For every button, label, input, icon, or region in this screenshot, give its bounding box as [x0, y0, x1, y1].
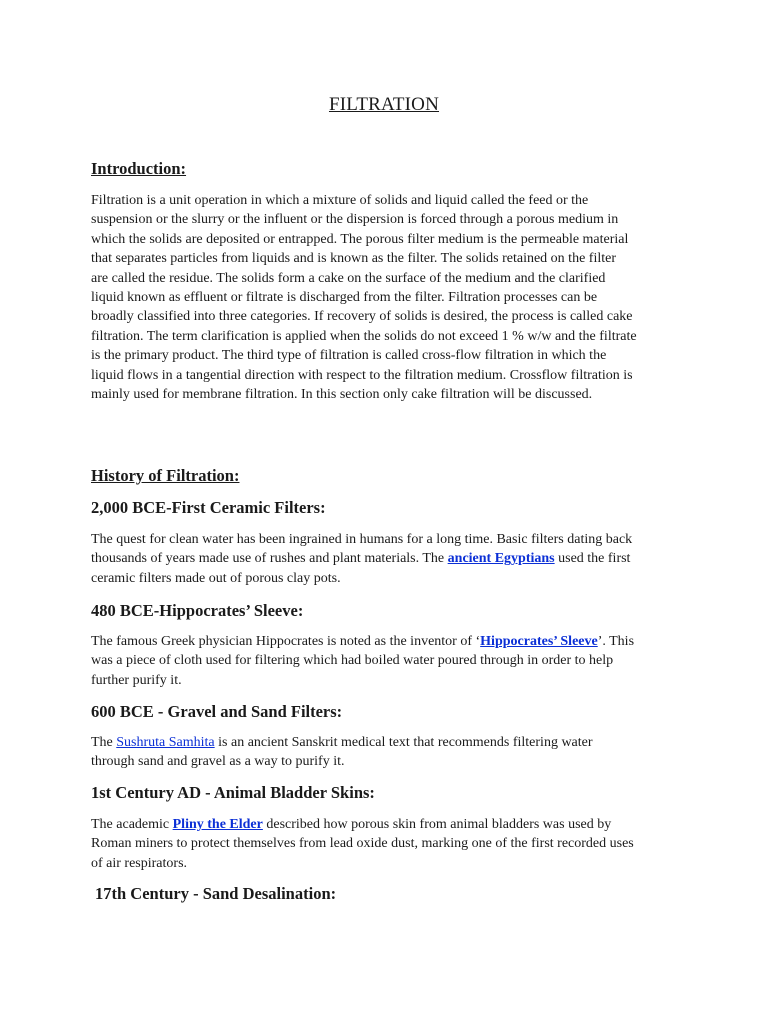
text-line: filtration. The term clarification is applied when the solids do not exceed 1 % w/w and the filtrate	[91, 328, 637, 344]
section-paragraph-hippocrates-sleeve	[91, 632, 691, 690]
text-line: The quest for clean water has been ingrained in humans for a long time. Basic filters dating back	[91, 532, 633, 547]
text-line: was a piece of cloth used for filtering which had boiled water poured through in order to help	[91, 653, 614, 669]
page-title: FILTRATION	[328, 94, 440, 115]
link-hippocrates-sleeve[interactable]: Hippocrates’ Sleeve	[480, 634, 598, 649]
link-sushruta-samhita[interactable]: Sushruta Samhita	[116, 735, 215, 750]
text-line: liquid known as effluent or filtrate is discharged from the filter. Filtration processes can be	[91, 290, 598, 306]
text-segment: is an ancient Sanskrit medical text that recommends filtering water	[214, 735, 593, 750]
text-line: of air respirators.	[91, 855, 188, 871]
text-segment: used the first	[554, 551, 631, 567]
text-line: liquid flows in a tangential direction with respect to the filtration medium. Crossflow filtration is	[91, 367, 633, 383]
history-heading: History of Filtration:	[91, 466, 240, 485]
section-heading-animal-bladder-skins: 1st Century AD - Animal Bladder Skins:	[91, 783, 375, 802]
section-heading-gravel-sand-filters: 600 BCE - Gravel and Sand Filters:	[91, 702, 343, 721]
section-heading-ceramic-filters: 2,000 BCE-First Ceramic Filters:	[91, 498, 326, 517]
text-segment: described how porous skin from animal bladders was used by	[262, 817, 612, 832]
text-line	[91, 632, 691, 651]
text-line	[91, 733, 691, 752]
link-pliny-the-elder[interactable]: Pliny the Elder	[172, 817, 263, 832]
section-paragraph-animal-bladder-skins	[91, 815, 691, 873]
text-line: are called the residue. The solids form a cake on the surface of the medium and the clarified	[91, 270, 606, 286]
text-line: mainly used for membrane filtration. In this section only cake filtration will be discussed.	[91, 387, 593, 403]
text-line: is the primary product. The third type of filtration is called cross-flow filtration in which the	[91, 348, 607, 364]
text-segment: The famous Greek physician Hippocrates is noted as the inventor of ‘	[91, 634, 481, 649]
text-segment: ’. This	[597, 634, 635, 649]
text-line: ceramic filters made out of porous clay pots.	[91, 570, 341, 586]
intro-paragraph	[91, 191, 691, 404]
text-segment: The academic	[91, 817, 173, 832]
section-heading-sand-desalination: 17th Century - Sand Desalination:	[95, 884, 337, 903]
text-segment: The	[91, 735, 117, 750]
text-line: further purify it.	[91, 672, 182, 688]
text-line: broadly classified into three categories. If recovery of solids is desired, the process is called cake	[91, 309, 633, 325]
text-segment: thousands of years made use of rushes and plant materials. The	[91, 551, 448, 567]
text-line	[91, 549, 691, 568]
text-line: that separates particles from liquids and is known as the filter. The solids retained on the filter	[91, 251, 616, 267]
text-line	[91, 815, 691, 834]
link-ancient-egyptians[interactable]: ancient Egyptians	[447, 551, 555, 567]
text-line: Filtration is a unit operation in which a mixture of solids and liquid called the feed or the	[91, 193, 589, 208]
text-line: Roman miners to protect themselves from lead oxide dust, marking one of the first recorded uses	[91, 836, 634, 852]
text-line: which the solids are deposited or entrapped. The porous filter medium is the permeable material	[91, 231, 629, 247]
section-heading-hippocrates-sleeve: 480 BCE-Hippocrates’ Sleeve:	[91, 601, 304, 620]
intro-heading: Introduction:	[91, 159, 187, 178]
section-paragraph-gravel-sand-filters	[91, 733, 691, 772]
text-line: suspension or the slurry or the influent or the dispersion is forced through a porous medium in	[91, 212, 619, 228]
text-line: through sand and gravel as a way to purify it.	[91, 754, 345, 770]
section-paragraph-ceramic-filters	[91, 530, 691, 588]
